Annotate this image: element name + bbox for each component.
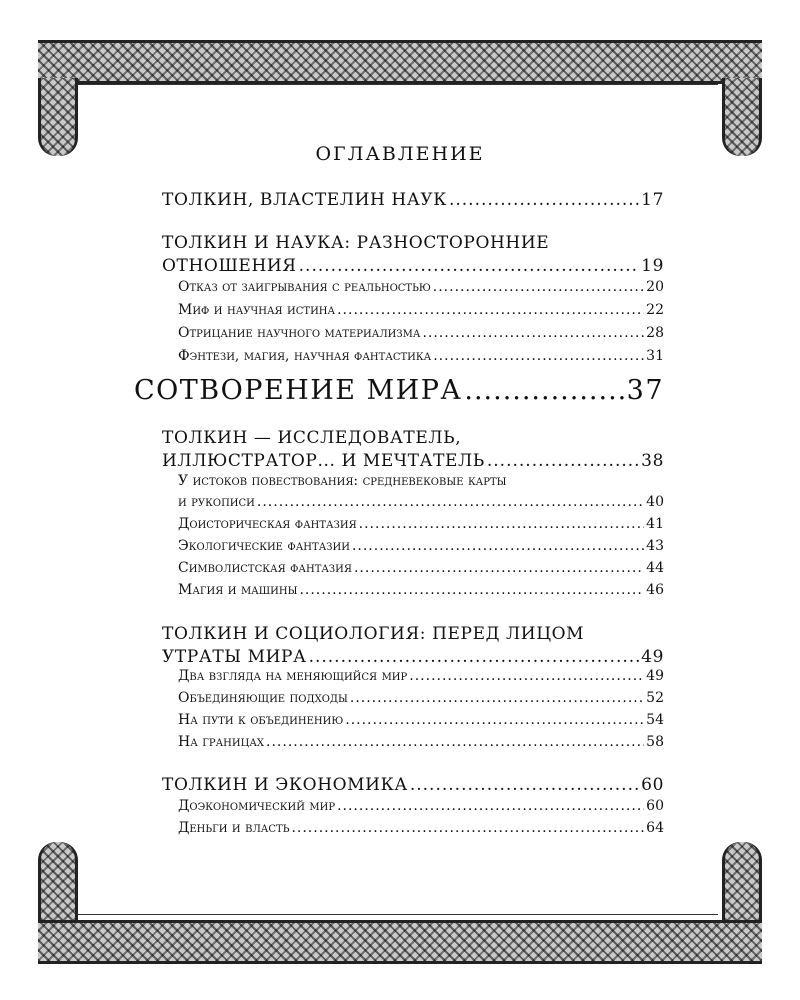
dot-leader — [359, 516, 645, 532]
toc-entry-page: 54 — [646, 712, 664, 728]
toc-entry-section[interactable] — [178, 302, 664, 318]
toc-entry-label: и рукописи — [178, 494, 255, 510]
toc-entry-label: Отрицание научного материализма — [178, 325, 421, 341]
dot-leader — [433, 279, 644, 295]
toc-entry-label: На пути к объединению — [178, 712, 344, 728]
toc-entry-chapter[interactable] — [162, 451, 664, 471]
toc-entry-page: 38 — [641, 451, 664, 471]
toc-entry-section[interactable] — [178, 560, 664, 576]
ornament-corner-bottom-left — [38, 842, 78, 920]
toc-entry-label: УТРАТЫ МИРА — [162, 647, 307, 667]
dot-leader — [464, 375, 624, 406]
toc-entry-page: 60 — [641, 775, 664, 795]
toc-entry-page: 52 — [646, 690, 664, 706]
toc-entry-page: 60 — [646, 798, 664, 814]
toc-entry-page: 31 — [646, 348, 664, 364]
ornament-corner-bottom-right — [722, 842, 762, 920]
ornament-rule-top — [78, 84, 718, 85]
toc-entry-label: Фэнтези, магия, научная фантастика — [178, 348, 432, 364]
toc-entry-label: Доэкономический мир — [178, 798, 336, 814]
dot-leader — [266, 734, 644, 750]
toc-entry-label: Экологические фантазии — [178, 538, 350, 554]
toc-entry-page: 43 — [646, 538, 664, 554]
toc-entry-label: Объединяющие подходы — [178, 690, 348, 706]
dot-leader — [350, 690, 644, 706]
toc-entry-label: На границах — [178, 734, 265, 750]
ornament-border-top — [38, 40, 762, 84]
toc-entry-label: ТОЛКИН И ЭКОНОМИКА — [162, 775, 408, 795]
toc-entry-section[interactable] — [178, 516, 664, 532]
toc-entry-section[interactable] — [178, 798, 664, 814]
toc-entry-chapter[interactable] — [162, 775, 664, 795]
dot-leader — [337, 302, 644, 318]
toc-entry-section[interactable] — [178, 690, 664, 706]
toc-entry-label: Два взгляда на меняющийся мир — [178, 668, 408, 684]
toc-entry-page: 46 — [646, 582, 664, 598]
ornament-rule-bottom — [78, 914, 718, 915]
toc-entry-label: ИЛЛЮСТРАТОР... И МЕЧТАТЕЛЬ — [162, 451, 485, 471]
toc-entry-page: 41 — [646, 516, 664, 532]
toc-entry-section[interactable] — [178, 279, 664, 295]
toc-entry-page: 28 — [646, 325, 664, 341]
toc-entry-label-line1: У истоков повествования: средневековые карты — [178, 473, 507, 489]
toc-entry-section[interactable] — [178, 734, 664, 750]
toc-entry-label: СОТВОРЕНИЕ МИРА — [134, 375, 463, 406]
toc-entry-section[interactable] — [178, 494, 664, 510]
dot-leader — [299, 256, 640, 276]
toc-entry-chapter[interactable] — [162, 647, 664, 667]
dot-leader — [345, 712, 644, 728]
dot-leader — [257, 494, 644, 510]
ornament-border-bottom — [38, 920, 762, 964]
toc-entry-page: 19 — [641, 256, 664, 276]
toc-title: оглавление — [315, 136, 485, 167]
toc-entry-label: Деньги и власть — [178, 820, 290, 836]
dot-leader — [422, 325, 644, 341]
toc-entry-section[interactable] — [178, 325, 664, 341]
toc-entry-page: 49 — [646, 668, 664, 684]
toc-entry-label: ТОЛКИН, ВЛАСТЕЛИН НАУК — [162, 190, 447, 210]
toc-entry-page: 17 — [641, 190, 664, 210]
toc-entry-section[interactable] — [178, 538, 664, 554]
toc-entry-label-line1: ТОЛКИН И СОЦИОЛОГИЯ: ПЕРЕД ЛИЦОМ — [162, 624, 585, 644]
dot-leader — [337, 798, 644, 814]
toc-entry-chapter[interactable] — [162, 190, 664, 210]
toc-entry-section[interactable] — [178, 820, 664, 836]
dot-leader — [487, 451, 639, 471]
dot-leader — [433, 348, 644, 364]
toc-entry-label: Отказ от заигрывания с реальностью — [178, 279, 431, 295]
dot-leader — [309, 647, 640, 667]
dot-leader — [449, 190, 639, 210]
dot-leader — [410, 775, 639, 795]
toc-entry-section[interactable] — [178, 348, 664, 364]
toc-entry-section[interactable] — [178, 712, 664, 728]
toc-entry-label-line1: ТОЛКИН — ИССЛЕДОВАТЕЛЬ, — [162, 428, 462, 448]
toc-entry-page: 22 — [646, 302, 664, 318]
dot-leader — [299, 582, 644, 598]
toc-entry-label-line1: ТОЛКИН И НАУКА: РАЗНОСТОРОННИЕ — [162, 233, 550, 253]
toc-entry-section[interactable] — [178, 582, 664, 598]
toc-entry-label: ОТНОШЕНИЯ — [162, 256, 297, 276]
toc-entry-page: 64 — [646, 820, 664, 836]
toc-entry-section[interactable] — [178, 668, 664, 684]
dot-leader — [352, 538, 644, 554]
toc-entry-page: 49 — [641, 647, 664, 667]
dot-leader — [291, 820, 644, 836]
toc-entry-label: Доисторическая фантазия — [178, 516, 357, 532]
toc-entry-page: 40 — [646, 494, 664, 510]
toc-entry-label: Магия и машины — [178, 582, 298, 598]
toc-entry-page: 44 — [646, 560, 664, 576]
toc-entry-part[interactable] — [134, 375, 664, 406]
toc-entry-page: 58 — [646, 734, 664, 750]
dot-leader — [354, 560, 644, 576]
toc-entry-label: Символистская фантазия — [178, 560, 352, 576]
toc-entry-chapter[interactable] — [162, 256, 664, 276]
toc-entry-page: 20 — [646, 279, 664, 295]
toc-entry-page: 37 — [626, 375, 664, 406]
dot-leader — [409, 668, 644, 684]
toc-entry-label: Миф и научная истина — [178, 302, 336, 318]
